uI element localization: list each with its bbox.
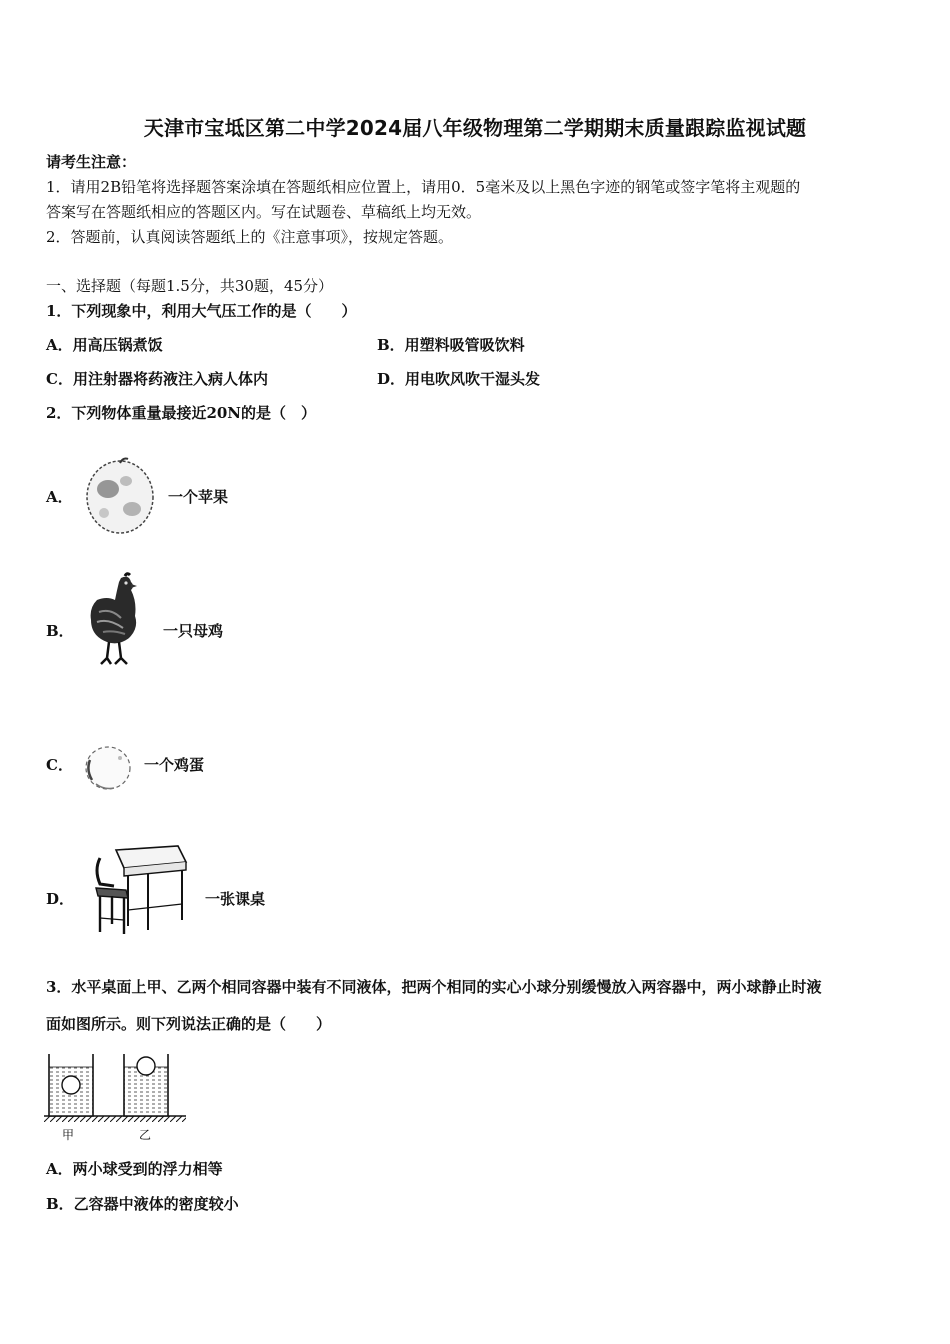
q2-option-d-letter: D． xyxy=(46,890,75,908)
q2-option-c-text: 一个鸡蛋 xyxy=(144,756,205,774)
q3-option-b: B．乙容器中液体的密度较小 xyxy=(46,1195,239,1213)
label-yi: 乙 xyxy=(139,1128,152,1142)
notice-heading: 请考生注意： xyxy=(46,153,137,171)
egg-image xyxy=(82,742,134,794)
q2-option-a-text: 一个苹果 xyxy=(168,488,229,506)
page-title: 天津市宝坻区第二中学2024届八年级物理第二学期期末质量跟踪监视试题 xyxy=(143,116,807,140)
q1-stem: 1．下列现象中，利用大气压工作的是（ ） xyxy=(46,302,357,320)
notice-line-2: 2．答题前，认真阅读答题纸上的《注意事项》，按规定答题。 xyxy=(46,228,454,246)
q1-option-a: A．用高压锅煮饭 xyxy=(46,336,163,354)
section-heading: 一、选择题（每题1.5分，共30题，45分） xyxy=(46,277,334,295)
q2-option-d-text: 一张课桌 xyxy=(205,890,266,908)
q2-option-b-text: 一只母鸡 xyxy=(163,622,224,640)
q2-option-a-letter: A． xyxy=(46,488,73,506)
desk-image xyxy=(90,840,190,936)
q2-option-c-letter: C． xyxy=(46,756,73,774)
hen-image xyxy=(85,572,143,668)
q2-stem: 2．下列物体重量最接近20N的是（ ） xyxy=(46,404,317,422)
q3-option-a: A．两小球受到的浮力相等 xyxy=(46,1160,223,1178)
q1-option-c: C．用注射器将药液注入病人体内 xyxy=(46,370,268,388)
apple-image xyxy=(82,455,158,537)
q1-option-d: D．用电吹风吹干湿头发 xyxy=(377,370,541,388)
q3-stem-line-1: 3．水平桌面上甲、乙两个相同容器中装有不同液体，把两个相同的实心小球分别缓慢放入两容器中，两小球静止时液 xyxy=(46,978,822,996)
q1-option-b: B．用塑料吸管吸饮料 xyxy=(377,336,525,354)
label-jia: 甲 xyxy=(62,1128,75,1142)
q3-stem-line-2: 面如图所示。则下列说法正确的是（ ） xyxy=(46,1015,332,1033)
notice-line-1b: 答案写在答题纸相应的答题区内。写在试题卷、草稿纸上均无效。 xyxy=(46,203,482,221)
notice-line-1a: 1．请用2B铅笔将选择题答案涂填在答题纸相应位置上，请用0．5毫米及以上黑色字迹的钢笔或签字笔将主观题的 xyxy=(46,178,801,196)
q2-option-b-letter: B． xyxy=(46,622,74,640)
